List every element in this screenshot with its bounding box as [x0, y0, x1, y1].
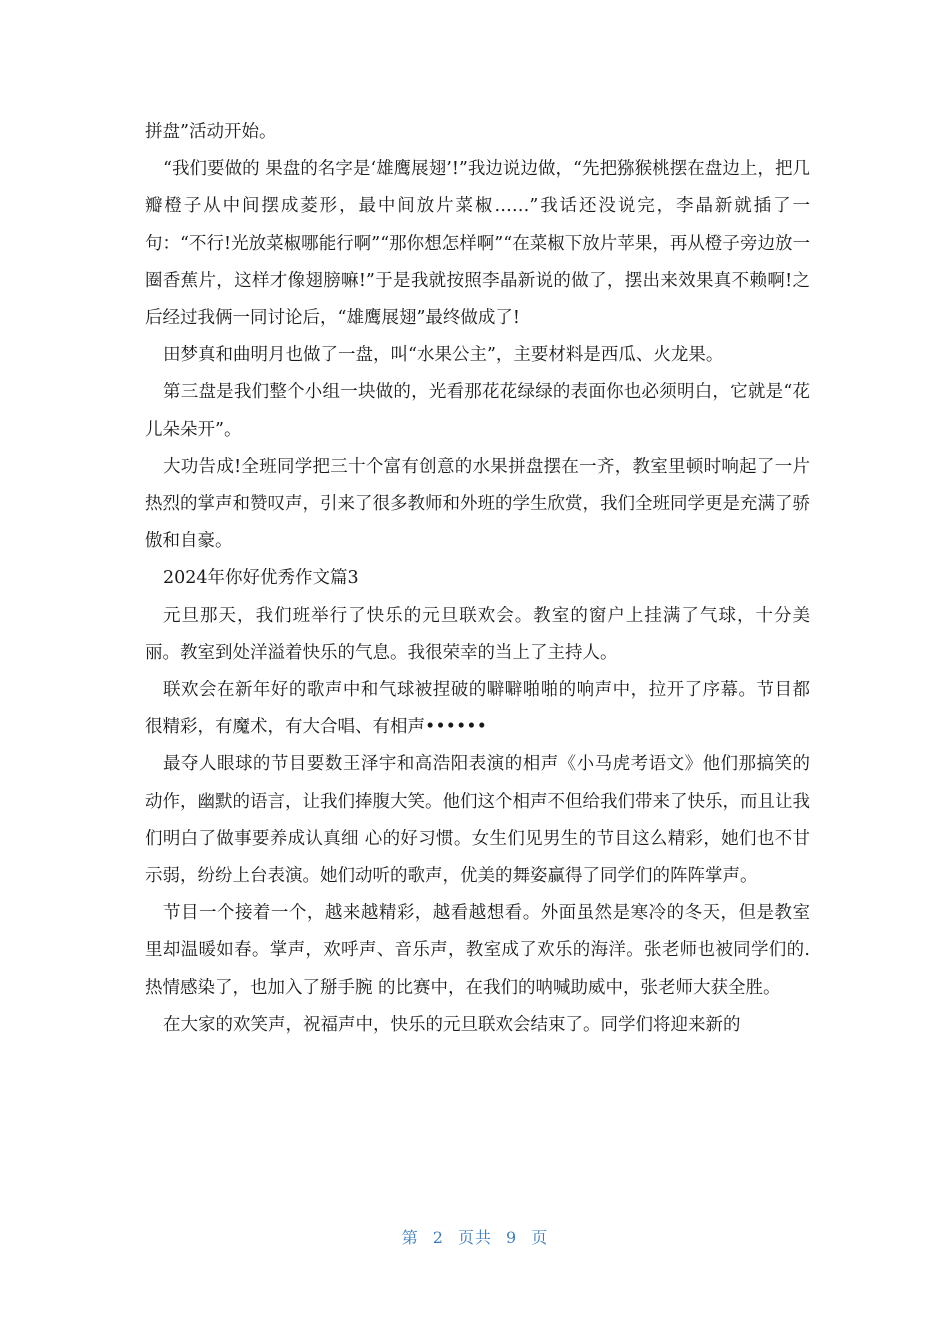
- paragraph-7: 元旦那天，我们班举行了快乐的元旦联欢会。教室的窗户上挂满了气球，十分美丽。教室到处洋溢着快乐的气息。我很荣幸的当上了主持人。: [145, 605, 810, 663]
- paragraph-8: 联欢会在新年好的歌声中和气球被捏破的噼噼啪啪的响声中，拉开了序幕。节目都很精彩，有魔术，有大合唱、有相声••••••: [145, 680, 810, 738]
- paragraph-11: 在大家的欢笑声，祝福声中，快乐的元旦联欢会结束了。同学们将迎来新的: [163, 1014, 741, 1035]
- document-body: [145, 114, 810, 1044]
- page-middle: 页共: [457, 1228, 492, 1247]
- page-suffix: 页: [531, 1228, 549, 1247]
- page-prefix: 第: [401, 1228, 419, 1247]
- paragraph-5: 大功告成!全班同学把三十个富有创意的水果拼盘摆在一齐，教室里顿时响起了一片热烈的掌声和赞叹声，引来了很多教师和外班的学生欣赏，我们全班同学更是充满了骄傲和自豪。: [145, 456, 810, 552]
- paragraph-4: 第三盘是我们整个小组一块做的，光看那花花绿绿的表面你也必须明白，它就是“花儿朵朵开”。: [145, 382, 810, 440]
- page-footer: [0, 1225, 950, 1248]
- section-heading: 2024年你好优秀作文篇3: [163, 568, 359, 589]
- paragraph-10: 节目一个接着一个，越来越精彩，越看越想看。外面虽然是寒冷的冬天，但是教室里却温暖如春。掌声，欢呼声、音乐声，教室成了欢乐的海洋。张老师也被同学们的.热情感染了，也加入了掰手腕 的比赛中，在我们的呐喊助威中，张老师大获全胜。: [145, 903, 810, 998]
- paragraph-3: 田梦真和曲明月也做了一盘，叫“水果公主”，主要材料是西瓜、火龙果。: [163, 345, 724, 366]
- paragraph-9: 最夺人眼球的节目要数王泽宇和高浩阳表演的相声《小马虎考语文》他们那搞笑的动作，幽默的语言，让我们捧腹大笑。他们这个相声不但给我们带来了快乐，而且让我们明白了做事要养成认真细 心的好习惯。女生们见男生的节目这么精彩，她们也不甘示弱，纷纷上台表演。她们动听的歌声，优美的舞姿赢得了同学们的阵阵掌声。: [145, 754, 810, 887]
- current-page-number: 2: [432, 1228, 444, 1247]
- paragraph-1: 拼盘”活动开始。: [145, 122, 277, 142]
- total-pages-number: 9: [506, 1228, 518, 1247]
- paragraph-2: “我们要做的 果盘的名字是‘雄鹰展翅’!”我边说边做，“先把猕猴桃摆在盘边上，把几瓣橙子从中间摆成菱形，最中间放片菜椒……”我话还没说完，李晶新就插了一句：“不行!光放菜椒哪能行啊”“那你想怎样啊”“在菜椒下放片苹果，再从橙子旁边放一圈香蕉片，这样才像翅膀嘛!”于是我就按照李晶新说的做了，摆出来效果真不赖啊!之后经过我俩一同讨论后，“雄鹰展翅”最终做成了!: [145, 159, 810, 329]
